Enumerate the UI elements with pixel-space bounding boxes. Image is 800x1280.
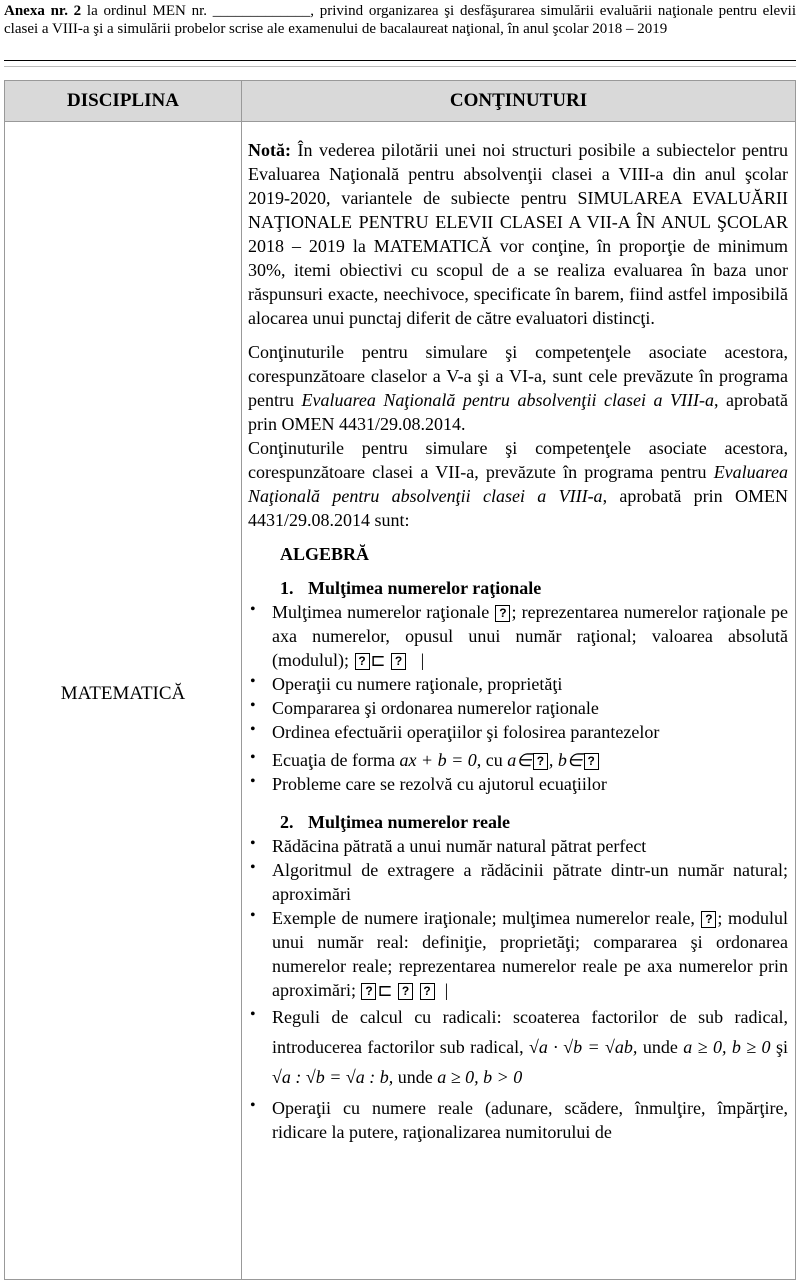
- list-item: • Operaţii cu numere reale (adunare, scădere, înmulţire, împărţire, ridicare la putere, raţionalizarea numitorului de: [248, 1096, 788, 1144]
- missing-glyph-icon: ?: [355, 653, 370, 670]
- list-item: • Compararea şi ordonarea numerelor raţionale: [248, 696, 788, 720]
- list-item: • Rădăcina pătrată a unui număr natural pătrat perfect: [248, 834, 788, 858]
- note-paragraph: [248, 138, 788, 330]
- column-header-discipline: DISCIPLINA: [67, 90, 179, 111]
- missing-glyph-icon: ?: [584, 753, 599, 770]
- list-item: • Ordinea efectuării operaţiilor şi folosirea parantezelor: [248, 720, 788, 744]
- missing-glyph-icon: ?: [533, 753, 548, 770]
- list-item: [248, 1002, 788, 1092]
- missing-glyph-icon: ?: [420, 983, 435, 1000]
- subsection-number: 2.: [280, 812, 294, 832]
- subsection-label: Mulţimea numerelor raţionale: [308, 578, 542, 598]
- text-span: şi: [770, 1037, 788, 1057]
- text-span: Exemple de numere iraţionale; mulţimea numerelor reale,: [272, 908, 701, 928]
- bullet-list: [248, 600, 788, 796]
- text-span: Mulţimea numerelor raţionale: [272, 602, 495, 622]
- subsection-title: [280, 576, 788, 600]
- subsection-number: 1.: [280, 578, 294, 598]
- equation: √a · √b = √ab,: [529, 1037, 638, 1057]
- missing-glyph-icon: ?: [361, 983, 376, 1000]
- list-item: [248, 748, 788, 772]
- text-span: unde: [393, 1067, 438, 1087]
- text-span: , aprobată prin OMEN 4431/29.08.2014.: [248, 390, 789, 434]
- contents-cell: [248, 138, 788, 1144]
- text-span: ; modulul unui număr real: definiţie, proprietăţi; compararea şi ordonarea numerelor reale; reprezentarea numerelor reale pe axa numerelor prin aproximări;: [272, 908, 788, 1000]
- bullet-list: [248, 834, 788, 1144]
- equation: √a : √b = √a : b,: [272, 1067, 394, 1087]
- paragraph-class-7: [248, 436, 788, 532]
- text-span: Conţinuturile pentru simulare şi competenţele asociate acestora, corespunzătoare clasei a VII-a, prevăzute în programa pentru: [248, 438, 788, 482]
- text-span: ; reprezentarea numerelor raţionale pe axa numerelor, opusul unui număr raţional; valoarea absolută (modulul);: [272, 602, 788, 670]
- missing-glyph-icon: ?: [398, 983, 413, 1000]
- text-span: , aprobată prin OMEN 4431/29.08.2014 sunt:: [248, 486, 788, 530]
- equation: ax + b = 0: [399, 750, 477, 770]
- missing-glyph-icon: ?: [495, 605, 510, 622]
- equation: a ≥ 0, b ≥ 0: [683, 1037, 771, 1057]
- annex-number: Anexa nr. 2: [4, 3, 82, 19]
- list-item: • Exemple de numere iraţionale; mulţimea numerelor reale, ? ; modulul unui număr real: definiţie, proprietăţi; compararea şi ordonarea numerelor reale; reprezentarea numerelor reale pe axa numerelor prin aproximări; ? ⊏ ? ? |: [248, 906, 788, 1002]
- text-span: Conţinuturile pentru simulare şi competenţele asociate acestora, corespunzătoare claselor a V-a şi a VI-a, sunt cele prevăzute în programa pentru: [248, 342, 788, 410]
- equation: , b∈: [548, 750, 583, 770]
- program-title: Evaluarea Naţională pentru absolvenţii clasei a VIII-a: [248, 462, 788, 506]
- note-text: În vederea pilotării unei noi structuri posibile a subiectelor pentru Evaluarea Naţională pentru absolvenţii clasei a VIII-a din anul şcolar 2019-2020, variantele de subiecte pentru SIMULAREA EVALUĂRII NAŢIONALE PENTRU ELEVII CLASEI A VII-A ÎN ANUL ŞCOLAR 2018 – 2019 la MATEMATICĂ vor conţine, în proporţie de minimum 30%, itemi obiectivi cu scopul de a se realiza evaluarea în baza unor răspunsuri exacte, neechivoce, specificate în barem, fiind astfel imposibilă alocarea unui punctaj diferit de către evaluatori distincţi.: [248, 140, 788, 328]
- header-divider-2: [4, 66, 796, 67]
- subsection-label: Mulţimea numerelor reale: [308, 812, 510, 832]
- list-item: • Operaţii cu numere raţionale, proprietăţi: [248, 672, 788, 696]
- list-item: • Probleme care se rezolvă cu ajutorul ecuaţiilor: [248, 772, 788, 796]
- text-span: , cu: [476, 750, 508, 770]
- program-title: Evaluarea Naţională pentru absolvenţii clasei a VIII-a: [301, 390, 715, 410]
- text-span: unde: [637, 1037, 684, 1057]
- column-header-contents: CONŢINUTURI: [449, 90, 588, 111]
- discipline-cell: MATEMATICĂ: [60, 683, 186, 704]
- equation: a∈: [507, 750, 532, 770]
- column-divider: [241, 81, 242, 1279]
- annex-header: [4, 2, 796, 38]
- section-title: ALGEBRĂ: [280, 544, 370, 564]
- missing-glyph-icon: ?: [391, 653, 406, 670]
- list-item: • Algoritmul de extragere a rădăcinii pătrate dintr-un număr natural; aproximări: [248, 858, 788, 906]
- missing-glyph-icon: ?: [701, 911, 716, 928]
- text-span: Ecuaţia de forma: [272, 750, 400, 770]
- note-label: Notă:: [248, 140, 291, 160]
- text-span: Reguli de calcul cu radicali: scoaterea factorilor de sub radical, introducerea factorilor sub radical,: [272, 1007, 788, 1057]
- table-header-row: [5, 81, 795, 122]
- subsection-title: [280, 810, 788, 834]
- paragraph-classes-5-6: [248, 340, 788, 436]
- equation: a ≥ 0, b > 0: [437, 1067, 523, 1087]
- annex-description: la ordinul MEN nr. _____________, privind organizarea şi desfăşurarea simulării evaluării naţionale pentru elevii clasei a VIII-a şi a simulării probelor scrise ale examenului de bacalaureat naţional, în anul şcolar 2018 – 2019: [4, 3, 796, 37]
- list-item: • Mulţimea numerelor raţionale ? ; reprezentarea numerelor raţionale pe axa numerelor, opusul unui număr raţional; valoarea absolută (modulul); ? ⊏ ? |: [248, 600, 788, 672]
- header-divider: [4, 60, 796, 61]
